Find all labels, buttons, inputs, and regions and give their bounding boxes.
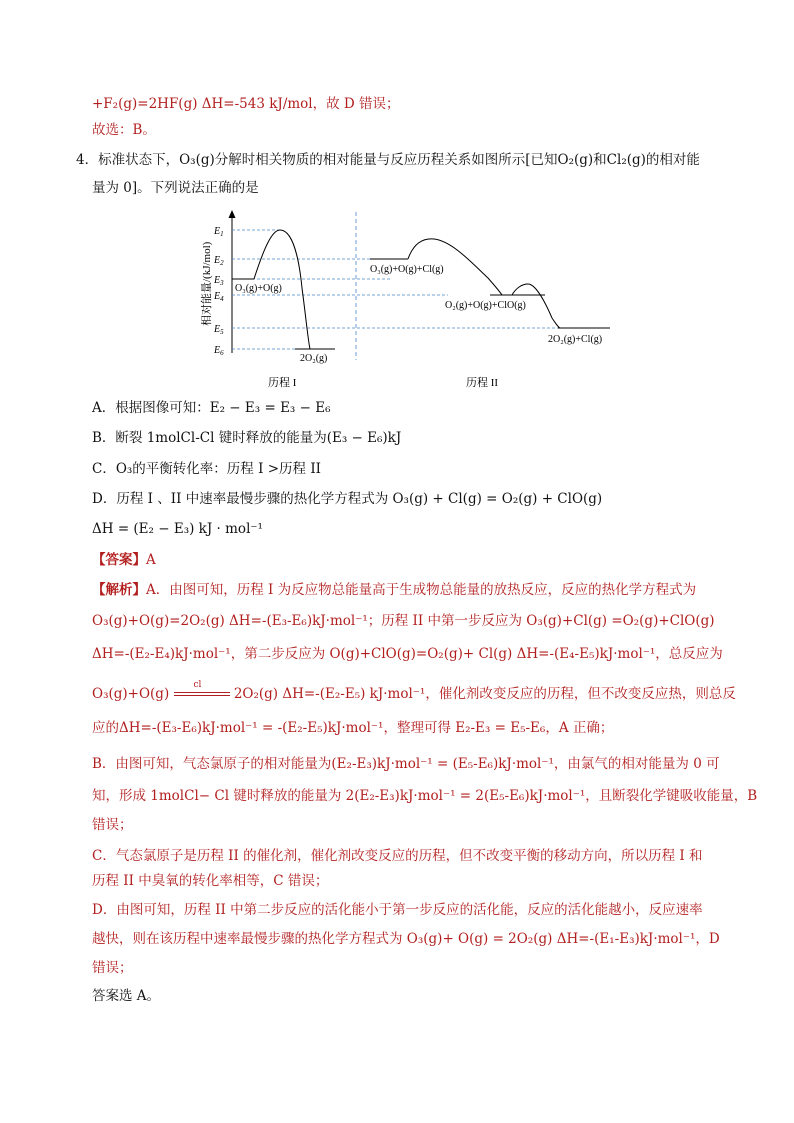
- catalyst-arrow: [174, 680, 230, 704]
- energy-diagram: [190, 208, 650, 393]
- option-d-enthalpy: ΔH = (E₂ − E₃) kJ · mol⁻¹: [92, 521, 263, 537]
- pathway-1-label: 历程 I: [268, 377, 297, 389]
- answer-label: 【答案】: [92, 552, 146, 568]
- analysis-line-11: D．由图可知，历程 II 中第二步反应的活化能小于第一步反应的活化能，反应的活化能越小，反应速率: [92, 902, 703, 918]
- level-e5: $E_5$: [214, 324, 224, 336]
- question-stem: [76, 150, 700, 170]
- analysis-eq-products: 2O₂(g) ΔH=-(E₂-E₅) kJ·mol⁻¹，催化剂改变反应的历程，但不改变反应热，则总反: [233, 686, 736, 702]
- level-e3: $E_3$: [214, 275, 224, 287]
- prev-conclusion: 故选：B。: [92, 122, 156, 138]
- species-p2-end: 2O₂(g)+Cl(g): [548, 334, 603, 345]
- level-e1: $E_1$: [214, 226, 224, 238]
- answer-line: [92, 550, 156, 570]
- analysis-line-10: 历程 II 中臭氧的转化率相等，C 错误；: [92, 873, 329, 889]
- prev-answer-line: +F₂(g)=2HF(g) ΔH=-543 kJ/mol，故 D 错误；: [92, 96, 400, 112]
- species-p2-start: O₃(g)+O(g)+Cl(g): [370, 264, 444, 275]
- question-number: 4．: [76, 152, 99, 168]
- analysis-line-9: C．气态氯原子是历程 II 的催化剂，催化剂改变反应的历程，但不改变平衡的移动方向，所以历程 I 和: [92, 848, 703, 864]
- pathway-2-label: 历程 II: [466, 377, 499, 389]
- analysis-line-1: [92, 580, 696, 600]
- species-p1-start: O₃(g)+O(g): [235, 283, 282, 294]
- analysis-line-3: ΔH=-(E₂-E₄)kJ·mol⁻¹，第二步反应为 O(g)+ClO(g)=O₂(g)+ Cl(g) ΔH=-(E₄-E₅)kJ·mol⁻¹，总反应为: [92, 646, 723, 662]
- analysis-text-1: A．由图可知，历程 I 为反应物总能量高于生成物总能量的放热反应，反应的热化学方程式为: [146, 582, 697, 598]
- analysis-final-answer: 答案选 A。: [92, 988, 161, 1004]
- question-stem-line2: 量为 0]。下列说法正确的是: [92, 180, 259, 196]
- analysis-line-7: 知，形成 1molCl− Cl 键时释放的能量为 2(E₂-E₃)kJ·mol⁻¹ = 2(E₅-E₆)kJ·mol⁻¹，且断裂化学键吸收能量，B: [92, 788, 758, 804]
- question-stem-line1: 标准状态下，O₃(g)分解时相关物质的相对能量与反应历程关系如图所示[已知O₂(g)和Cl₂(g)的相对能: [98, 152, 700, 168]
- analysis-line-12: 越快，则在该历程中速率最慢步骤的热化学方程式为 O₃(g)+ O(g) = 2O₂(g) ΔH=-(E₁-E₃)kJ·mol⁻¹，D: [92, 931, 720, 947]
- option-b: B．断裂 1molCl-Cl 键时释放的能量为(E₃ − E₆)kJ: [92, 430, 402, 446]
- analysis-line-6: B．由图可知，气态氯原子的相对能量为(E₂-E₃)kJ·mol⁻¹ = (E₅-E₆)kJ·mol⁻¹，由氯气的相对能量为 0 可: [92, 756, 720, 772]
- species-p1-end: 2O₂(g): [300, 353, 328, 364]
- option-c: C．O₃的平衡转化率：历程 I >历程 II: [92, 461, 321, 477]
- analysis-line-13: 错误；: [92, 960, 133, 976]
- level-e2: $E_2$: [214, 255, 224, 267]
- analysis-line-5: 应的ΔH=-(E₃-E₆)kJ·mol⁻¹ = -(E₂-E₅)kJ·mol⁻¹，整理可得 E₂-E₃ = E₅-E₆，A 正确；: [92, 720, 614, 736]
- answer-value: A: [146, 552, 156, 568]
- analysis-line-8: 错误；: [92, 817, 133, 833]
- analysis-eq-reactants: O₃(g)+O(g): [92, 686, 170, 702]
- catalyst-label: cl: [193, 680, 202, 690]
- species-p2-mid: O₂(g)+O(g)+ClO(g): [445, 300, 526, 311]
- level-e6: $E_6$: [214, 345, 224, 357]
- analysis-label: 【解析】: [92, 582, 146, 598]
- level-e4: $E_4$: [214, 291, 224, 303]
- analysis-line-4: [92, 680, 736, 704]
- y-axis-label: 相对能量/(kJ/mol): [201, 241, 213, 326]
- option-d: D．历程 I 、II 中速率最慢步骤的热化学方程式为 O₃(g) + Cl(g) = O₂(g) + ClO(g): [92, 491, 603, 507]
- analysis-line-2: O₃(g)+O(g)=2O₂(g) ΔH=-(E₃-E₆)kJ·mol⁻¹；历程 II 中第一步反应为 O₃(g)+Cl(g) =O₂(g)+ClO(g): [92, 613, 715, 629]
- option-a: A．根据图像可知：E₂ − E₃ = E₃ − E₆: [92, 400, 331, 416]
